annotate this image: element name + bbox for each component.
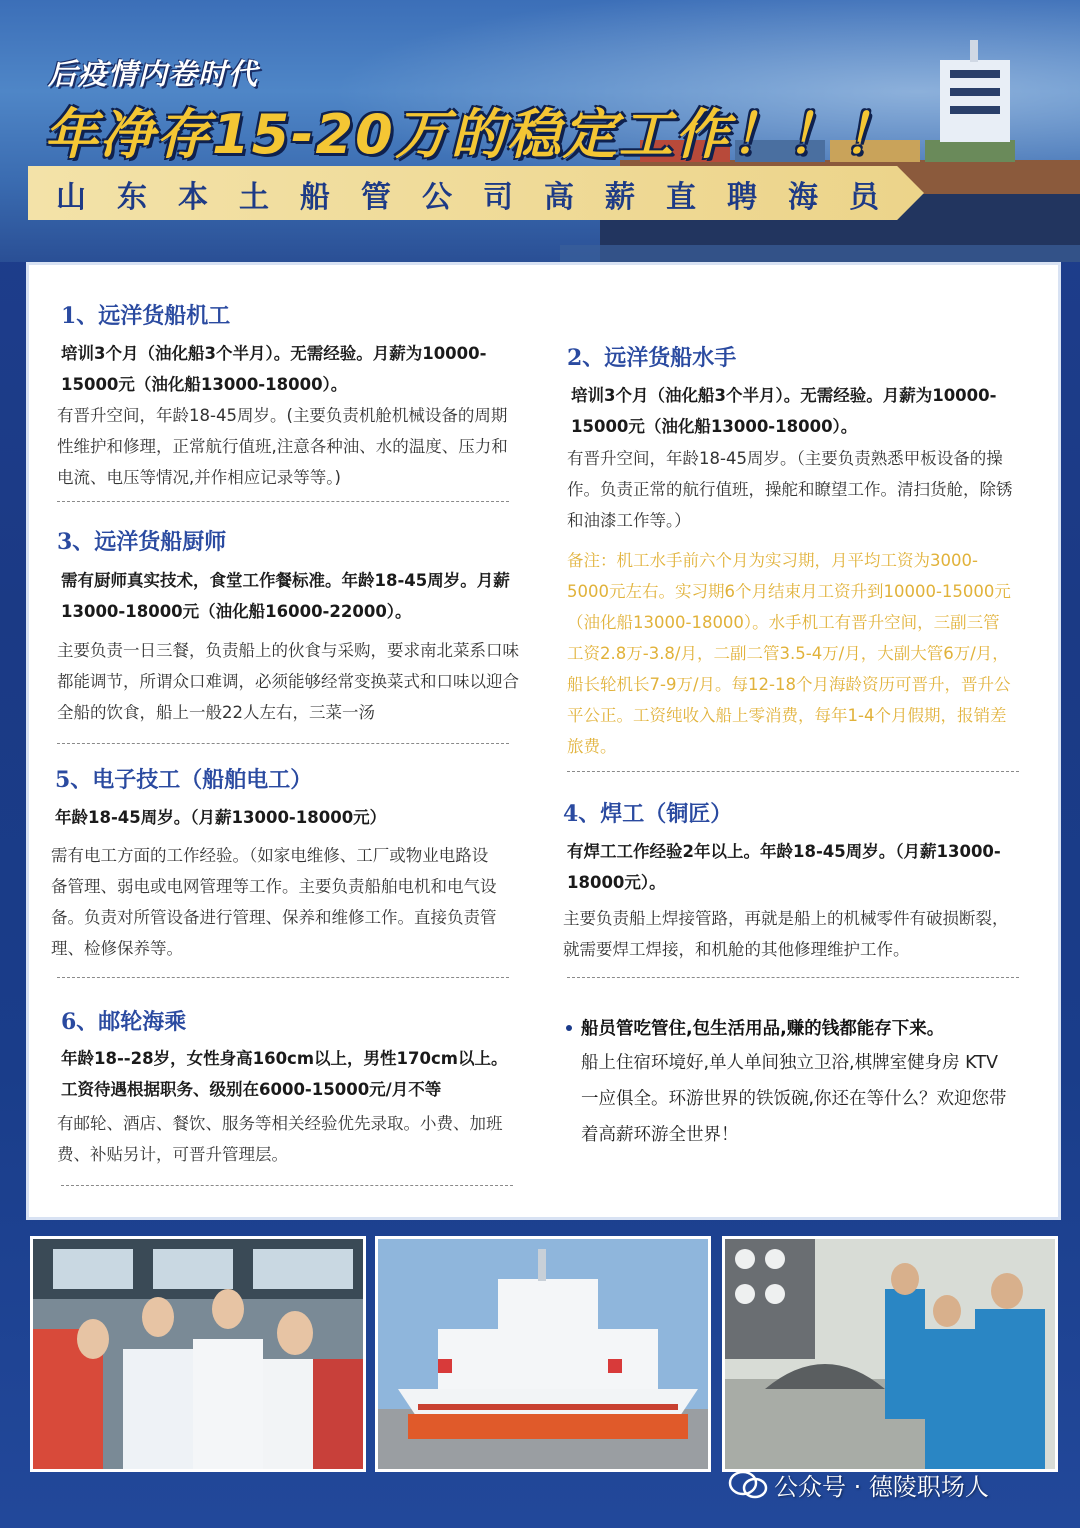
job-description-3: 主要负责一日三餐，负责船上的伙食与采购，要求南北菜系口味都能调节，所谓众口难调，必须能够经常变换菜式和口味以迎合全船的饮食，船上一般22人左右，三菜一汤 [57, 641, 519, 722]
job-title-6: 6、邮轮海乘 [61, 1009, 187, 1035]
job-title-4: 4、焊工（铜匠） [563, 801, 733, 827]
job-description-6: 有邮轮、酒店、餐饮、服务等相关经验优先录取。小费、加班费、补贴另计，可晋升管理层。 [57, 1114, 503, 1164]
bullet-icon [566, 1025, 572, 1031]
divider [57, 743, 509, 744]
job-title-5: 5、电子技工（船舶电工） [55, 767, 313, 793]
job-summary-3: 需有厨师真实技术，食堂工作餐标准。年龄18-45周岁。月薪13000-18000元（油化船16000-22000）。 [61, 571, 510, 621]
watermark-text: 公众号 · 德陵职场人 [774, 1473, 989, 1501]
job-description-4: 主要负责船上焊接管路，再就是船上的机械零件有破损断裂，就需要焊工焊接，和机舱的其他修理维护工作。 [563, 909, 1009, 959]
divider [567, 771, 1019, 772]
benefits-headline: 船员管吃管住,包生活用品,赚的钱都能存下来。 [581, 1019, 945, 1039]
photo-bridge-crew [30, 1236, 366, 1472]
job-description-1: 有晋升空间，年龄18-45周岁。(主要负责机舱机械设备的周期性维护和修理，正常航行值班,注意各种油、水的温度、压力和电流、电压等情况,并作相应记录等等。) [57, 406, 508, 487]
wechat-icon [728, 1470, 768, 1500]
headline-main: 年净存15-20万的稳定工作！！！ [44, 103, 899, 166]
internship-note: 备注：机工水手前六个月为实习期，月平均工资为3000-5000元左右。实习期6个月结束月工资升到10000-15000元（油化船13000-18000）。水手机工有晋升空间，三副三管工资2.8万-3.8/月，二副二管3.5-4万/月，大副大管6万/月，船长轮机长7-9万/月。每12-18个月海龄资历可晋升，晋升公平公正。工资纯收入船上零消费，每年1-4个月假期，报销差旅费。 [567, 551, 1011, 756]
photo-ship-crew-lineup [375, 1236, 711, 1472]
bridge-crew-image [33, 1239, 366, 1472]
job-description-5: 需有电工方面的工作经验。（如家电维修、工厂或物业电路设备管理、弱电或电网管理等工作。主要负责船舶电机和电气设备。负责对所管设备进行管理、保养和维修工作。直接负责管理、检修保养等。 [51, 846, 497, 958]
job-summary-5: 年龄18-45周岁。（月薪13000-18000元） [55, 808, 387, 827]
header-hero [0, 0, 1080, 262]
job-title-1: 1、远洋货船机工 [61, 303, 231, 329]
job-title-2: 2、远洋货船水手 [567, 345, 737, 371]
engine-room-image [725, 1239, 1058, 1472]
ship-lineup-image [378, 1239, 711, 1472]
divider [567, 977, 1019, 978]
divider [61, 1185, 513, 1186]
headline-banner-text: 山东本土船管公司高薪直聘海员 [56, 180, 910, 215]
divider [57, 977, 509, 978]
divider [57, 501, 509, 502]
job-listing-card [26, 262, 1061, 1220]
job-summary-4: 有焊工工作经验2年以上。年龄18-45周岁。（月薪13000-18000元）。 [567, 842, 1001, 892]
photo-engine-control-room [722, 1236, 1058, 1472]
headline-kicker: 后疫情内卷时代 [48, 57, 259, 91]
benefits-description: 船上住宿环境好,单人单间独立卫浴,棋牌室健身房 KTV 一应俱全。环游世界的铁饭碗,你还在等什么？欢迎您带着高薪环游全世界！ [581, 1053, 1007, 1145]
job-summary-2: 培训3个月（油化船3个半月）。无需经验。月薪为10000-15000元（油化船13000-18000）。 [571, 386, 997, 436]
job-summary-6: 年龄18--28岁，女性身高160cm以上，男性170cm以上。工资待遇根据职务、级别在6000-15000元/月不等 [61, 1049, 508, 1099]
job-description-2: 有晋升空间，年龄18-45周岁。（主要负责熟悉甲板设备的操作。负责正常的航行值班，操舵和瞭望工作。清扫货舱，除锈和油漆工作等。） [567, 449, 1013, 530]
job-summary-1: 培训3个月（油化船3个半月）。无需经验。月薪为10000-15000元（油化船13000-18000）。 [61, 344, 487, 394]
job-title-3: 3、远洋货船厨师 [57, 529, 227, 555]
